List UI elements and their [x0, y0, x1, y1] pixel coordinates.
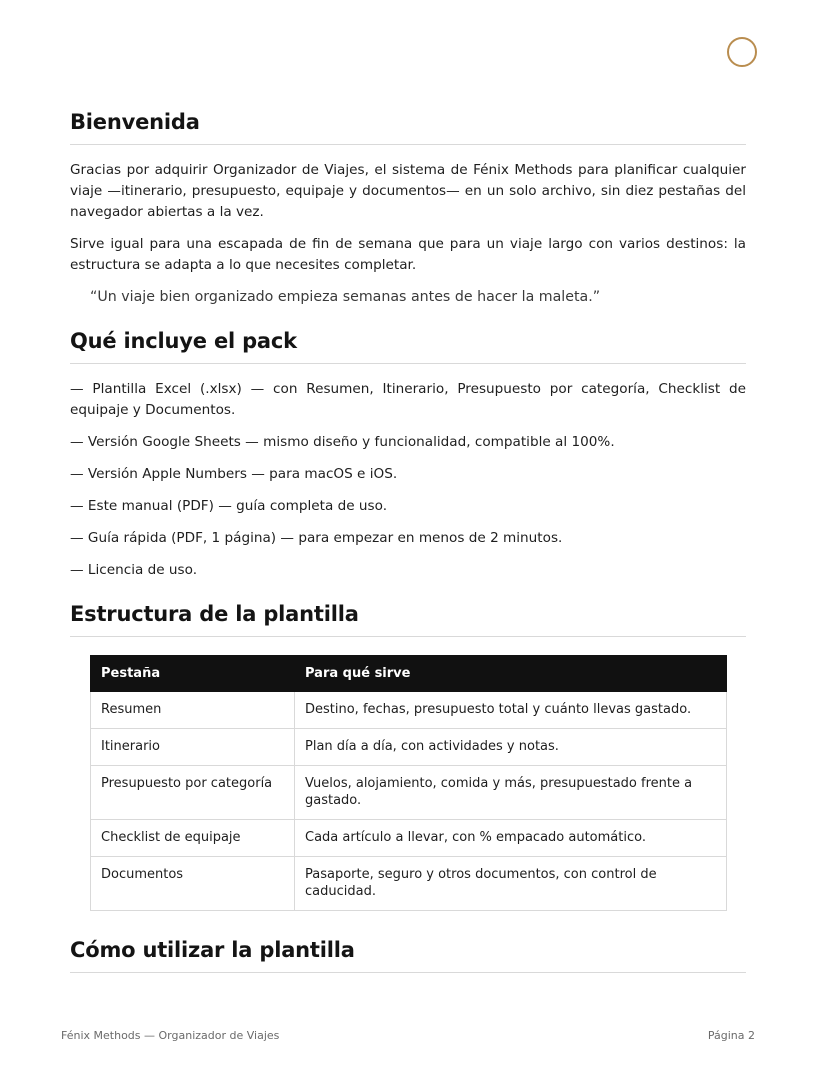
table-cell-purpose: Cada artículo a llevar, con % empacado automático.: [295, 820, 727, 857]
table-row: [91, 820, 727, 857]
bienvenida-paragraph-2: Sirve igual para una escapada de fin de semana que para un viaje largo con varios destinos: la estructura se adapta a lo que necesites completar.: [70, 236, 746, 273]
table-cell-tab: Documentos: [91, 857, 295, 911]
table-cell-purpose: Pasaporte, seguro y otros documentos, con control de caducidad.: [295, 857, 727, 911]
table-cell-purpose: Vuelos, alojamiento, comida y más, presupuestado frente a gastado.: [295, 766, 727, 820]
table-row: [91, 766, 727, 820]
bienvenida-quote: “Un viaje bien organizado empieza semanas antes de hacer la maleta.”: [90, 289, 601, 305]
table-header-row: [91, 656, 727, 692]
table-cell-tab: Checklist de equipaje: [91, 820, 295, 857]
table-cell-purpose: Destino, fechas, presupuesto total y cuánto llevas gastado.: [295, 692, 727, 729]
table-row: [91, 729, 727, 766]
table-header-cell: Para qué sirve: [295, 656, 727, 692]
pack-item: — Este manual (PDF) — guía completa de uso.: [70, 498, 388, 514]
table-cell-tab: Resumen: [91, 692, 295, 729]
logo-ring-icon: [727, 37, 757, 67]
pack-item: — Versión Google Sheets — mismo diseño y funcionalidad, compatible al 100%.: [70, 434, 615, 450]
heading-pack: Qué incluye el pack: [70, 328, 746, 364]
page-number: Página 2: [707, 1029, 755, 1042]
table-row: [91, 692, 727, 729]
heading-bienvenida: Bienvenida: [70, 109, 746, 145]
table-cell-tab: Presupuesto por categoría: [91, 766, 295, 820]
bienvenida-paragraph-1: Gracias por adquirir Organizador de Viajes, el sistema de Fénix Methods para planificar cualquier viaje —itinerario, presupuesto, equipaje y documentos— en un solo archivo, sin diez pestañas del navegador abiertas a la vez.: [70, 162, 746, 220]
footer-title: Fénix Methods — Organizador de Viajes: [61, 1029, 280, 1042]
pack-item: — Versión Apple Numbers — para macOS e iOS.: [70, 466, 398, 482]
heading-estructura: Estructura de la plantilla: [70, 601, 746, 637]
pack-item: — Plantilla Excel (.xlsx) — con Resumen, Itinerario, Presupuesto por categoría, Checklist de equipaje y Documentos.: [70, 381, 746, 418]
pack-item: — Licencia de uso.: [70, 562, 198, 578]
pack-item: — Guía rápida (PDF, 1 página) — para empezar en menos de 2 minutos.: [70, 530, 563, 546]
table-header-cell: Pestaña: [91, 656, 295, 692]
structure-table: [90, 655, 727, 911]
heading-uso: Cómo utilizar la plantilla: [70, 937, 746, 973]
table-row: [91, 857, 727, 911]
table-cell-purpose: Plan día a día, con actividades y notas.: [295, 729, 727, 766]
table-cell-tab: Itinerario: [91, 729, 295, 766]
